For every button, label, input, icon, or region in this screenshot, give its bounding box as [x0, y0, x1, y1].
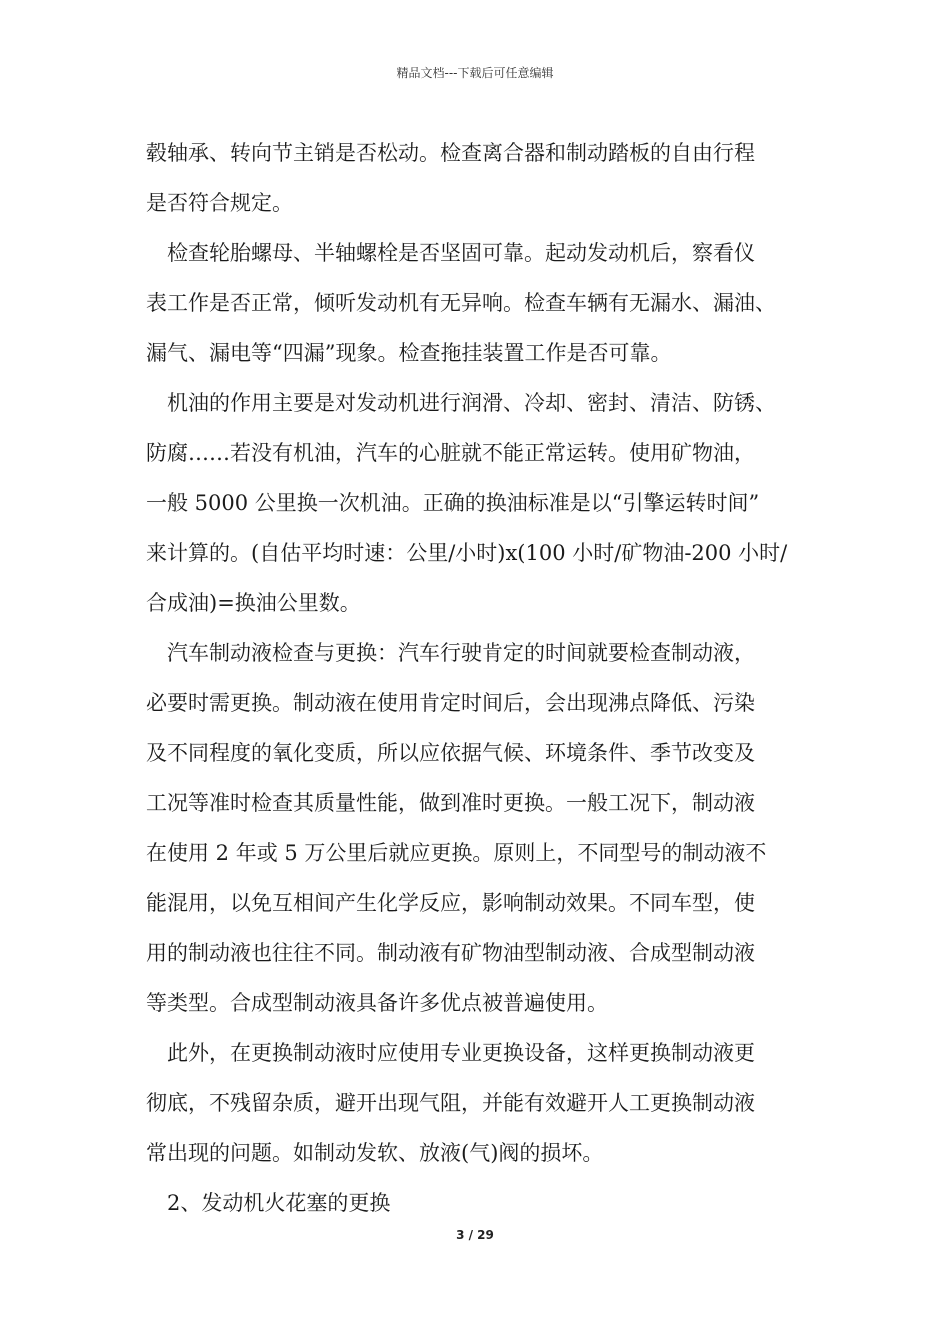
section-heading: 2、发动机火花塞的更换 — [167, 1191, 391, 1215]
text-line: 此外，在更换制动液时应使用专业更换设备，这样更换制动液更 — [167, 1041, 755, 1065]
text-line: 汽车制动液检查与更换：汽车行驶肯定的时间就要检查制动液， — [167, 641, 755, 665]
text-line: 用的制动液也往往不同。制动液有矿物油型制动液、合成型制动液 — [146, 941, 755, 965]
text-line: 合成油)=换油公里数。 — [146, 591, 361, 615]
text-line: 检查轮胎螺母、半轴螺栓是否坚固可靠。起动发动机后，察看仪 — [167, 241, 755, 265]
text-line: 是否符合规定。 — [146, 191, 293, 215]
text-line: 常出现的问题。如制动发软、放液(气)阀的损坏。 — [146, 1141, 604, 1165]
text-line: 来计算的。(自估平均时速：公里/小时)x(100 小时/矿物油-200 小时/ — [146, 541, 788, 565]
text-line: 表工作是否正常，倾听发动机有无异响。检查车辆有无漏水、漏油、 — [146, 291, 776, 315]
text-line: 工况等准时检查其质量性能，做到准时更换。一般工况下，制动液 — [146, 791, 755, 815]
text-line: 漏气、漏电等“四漏”现象。检查拖挂装置工作是否可靠。 — [146, 341, 672, 365]
text-line: 在使用 2 年或 5 万公里后就应更换。原则上，不同型号的制动液不 — [146, 841, 767, 865]
page-number: 3 / 29 — [456, 1228, 494, 1242]
text-line: 能混用，以免互相间产生化学反应，影响制动效果。不同车型，使 — [146, 891, 755, 915]
text-line: 机油的作用主要是对发动机进行润滑、冷却、密封、清洁、防锈、 — [167, 391, 776, 415]
document-body — [146, 128, 826, 1228]
text-line: 毂轴承、转向节主销是否松动。检查离合器和制动踏板的自由行程 — [146, 141, 755, 165]
text-line: 必要时需更换。制动液在使用肯定时间后，会出现沸点降低、污染 — [146, 691, 755, 715]
text-line: 及不同程度的氧化变质，所以应依据气候、环境条件、季节改变及 — [146, 741, 755, 765]
text-line: 彻底，不残留杂质，避开出现气阻，并能有效避开人工更换制动液 — [146, 1091, 755, 1115]
text-line: 防腐……若没有机油，汽车的心脏就不能正常运转。使用矿物油， — [146, 441, 755, 465]
text-line: 等类型。合成型制动液具备许多优点被普遍使用。 — [146, 991, 608, 1015]
page-header: 精品文档---下载后可任意编辑 — [396, 66, 554, 80]
text-line: 一般 5000 公里换一次机油。正确的换油标准是以“引擎运转时间” — [146, 491, 760, 515]
